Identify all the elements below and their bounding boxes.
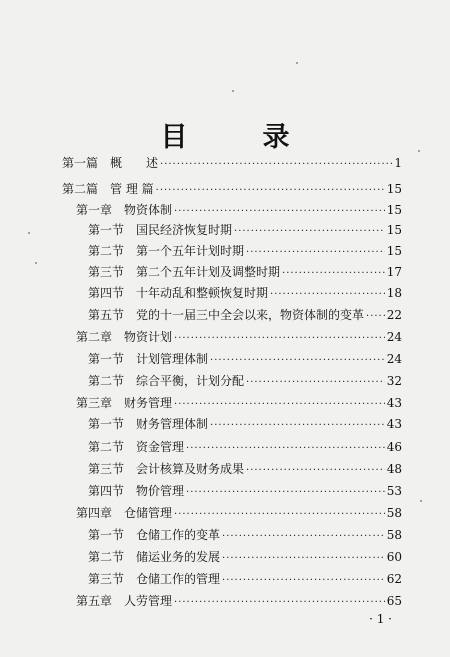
dot-leader bbox=[210, 420, 385, 431]
toc-entry-section[interactable] bbox=[88, 482, 402, 498]
toc-entry-label: 第一章 物资体制 bbox=[76, 203, 173, 217]
toc-entry-label: 第二篇 管 理 篇 bbox=[62, 182, 154, 196]
toc-entry-section[interactable] bbox=[88, 570, 402, 586]
scan-speck bbox=[296, 62, 298, 64]
toc-entry-label: 第五节 党的十一届三中全会以来，物资体制的变革 bbox=[88, 308, 365, 322]
dot-leader bbox=[222, 553, 385, 564]
scan-speck bbox=[232, 90, 234, 92]
toc-entry-label: 第一节 国民经济恢复时期 bbox=[88, 223, 233, 237]
scan-speck bbox=[35, 262, 37, 264]
toc-entry-label: 第二节 第一个五年计划时期 bbox=[88, 244, 245, 258]
scan-speck bbox=[28, 232, 30, 234]
toc-entry-page: 32 bbox=[386, 374, 402, 388]
toc-entry-page: 17 bbox=[386, 265, 402, 279]
toc-entry-label: 第二章 物资计划 bbox=[76, 330, 173, 344]
toc-entry-section[interactable] bbox=[88, 460, 402, 476]
toc-entry-section[interactable] bbox=[88, 350, 402, 366]
toc-entry-section[interactable] bbox=[88, 415, 402, 431]
toc-entry-page: 58 bbox=[386, 506, 402, 520]
toc-entry-section[interactable] bbox=[88, 548, 402, 564]
toc-entry-page: 15 bbox=[386, 223, 402, 237]
toc-entry-section[interactable] bbox=[88, 242, 402, 258]
page-number-footer: · 1 · bbox=[369, 612, 392, 626]
dot-leader bbox=[186, 443, 385, 454]
toc-entry-label: 第一节 计划管理体制 bbox=[88, 352, 209, 366]
toc-entry-section[interactable] bbox=[88, 372, 402, 388]
toc-entry-page: 65 bbox=[386, 594, 402, 608]
toc-entry-section[interactable] bbox=[88, 221, 402, 237]
scan-speck bbox=[420, 500, 422, 502]
toc-entry-chapter[interactable] bbox=[76, 201, 402, 217]
toc-entry-page: 53 bbox=[386, 484, 402, 498]
dot-leader bbox=[234, 226, 385, 237]
toc-entry-page: 46 bbox=[386, 440, 402, 454]
toc-entry-label: 第一节 仓储工作的变革 bbox=[88, 528, 221, 542]
dot-leader bbox=[282, 268, 385, 279]
toc-entry-section[interactable] bbox=[88, 284, 402, 300]
dot-leader bbox=[186, 487, 385, 498]
dot-leader bbox=[174, 399, 385, 410]
toc-entry-page: 24 bbox=[386, 352, 402, 366]
dot-leader bbox=[174, 333, 385, 344]
toc-entry-section[interactable] bbox=[88, 438, 402, 454]
toc-entry-label: 第一篇 概 述 bbox=[62, 156, 159, 170]
toc-entry-label: 第二节 储运业务的发展 bbox=[88, 550, 221, 564]
toc-entry-page: 43 bbox=[386, 417, 402, 431]
toc-entry-chapter[interactable] bbox=[76, 394, 402, 410]
toc-entry-chapter[interactable] bbox=[76, 328, 402, 344]
dot-leader bbox=[366, 311, 385, 322]
toc-entry-chapter[interactable] bbox=[76, 592, 402, 608]
toc-entry-label: 第三节 第二个五年计划及调整时期 bbox=[88, 265, 281, 279]
toc-entry-part[interactable] bbox=[62, 154, 402, 170]
toc-entry-page: 1 bbox=[394, 156, 402, 170]
toc-entry-chapter[interactable] bbox=[76, 504, 402, 520]
toc-entry-part[interactable] bbox=[62, 180, 402, 196]
toc-entry-label: 第三节 仓储工作的管理 bbox=[88, 572, 221, 586]
toc-entry-label: 第四章 仓储管理 bbox=[76, 506, 173, 520]
toc-entry-page: 24 bbox=[386, 330, 402, 344]
dot-leader bbox=[160, 159, 392, 170]
dot-leader bbox=[222, 575, 385, 586]
dot-leader bbox=[270, 289, 385, 300]
toc-entry-label: 第五章 人劳管理 bbox=[76, 594, 173, 608]
toc-entry-label: 第二节 资金管理 bbox=[88, 440, 185, 454]
dot-leader bbox=[156, 185, 385, 196]
toc-entry-label: 第二节 综合平衡，计划分配 bbox=[88, 374, 245, 388]
toc-entry-label: 第三节 会计核算及财务成果 bbox=[88, 462, 245, 476]
dot-leader bbox=[246, 247, 385, 258]
dot-leader bbox=[246, 377, 385, 388]
dot-leader bbox=[174, 509, 385, 520]
toc-entry-page: 15 bbox=[386, 182, 402, 196]
toc-entry-page: 43 bbox=[386, 396, 402, 410]
dot-leader bbox=[210, 355, 385, 366]
toc-entry-page: 58 bbox=[386, 528, 402, 542]
toc-entry-section[interactable] bbox=[88, 263, 402, 279]
toc-entry-page: 18 bbox=[386, 286, 402, 300]
toc-entry-page: 15 bbox=[386, 244, 402, 258]
toc-entry-section[interactable] bbox=[88, 526, 402, 542]
dot-leader bbox=[174, 206, 385, 217]
toc-entry-page: 62 bbox=[386, 572, 402, 586]
toc-entry-label: 第四节 物价管理 bbox=[88, 484, 185, 498]
page-title: 目 录 bbox=[160, 122, 314, 153]
toc-entry-label: 第一节 财务管理体制 bbox=[88, 417, 209, 431]
dot-leader bbox=[222, 531, 385, 542]
toc-entry-label: 第四节 十年动乱和整顿恢复时期 bbox=[88, 286, 269, 300]
toc-entry-label: 第三章 财务管理 bbox=[76, 396, 173, 410]
toc-entry-section[interactable] bbox=[88, 306, 402, 322]
toc-entry-page: 60 bbox=[386, 550, 402, 564]
dot-leader bbox=[174, 597, 385, 608]
dot-leader bbox=[246, 465, 385, 476]
toc-entry-page: 22 bbox=[386, 308, 402, 322]
toc-entry-page: 15 bbox=[386, 203, 402, 217]
toc-entry-page: 48 bbox=[386, 462, 402, 476]
